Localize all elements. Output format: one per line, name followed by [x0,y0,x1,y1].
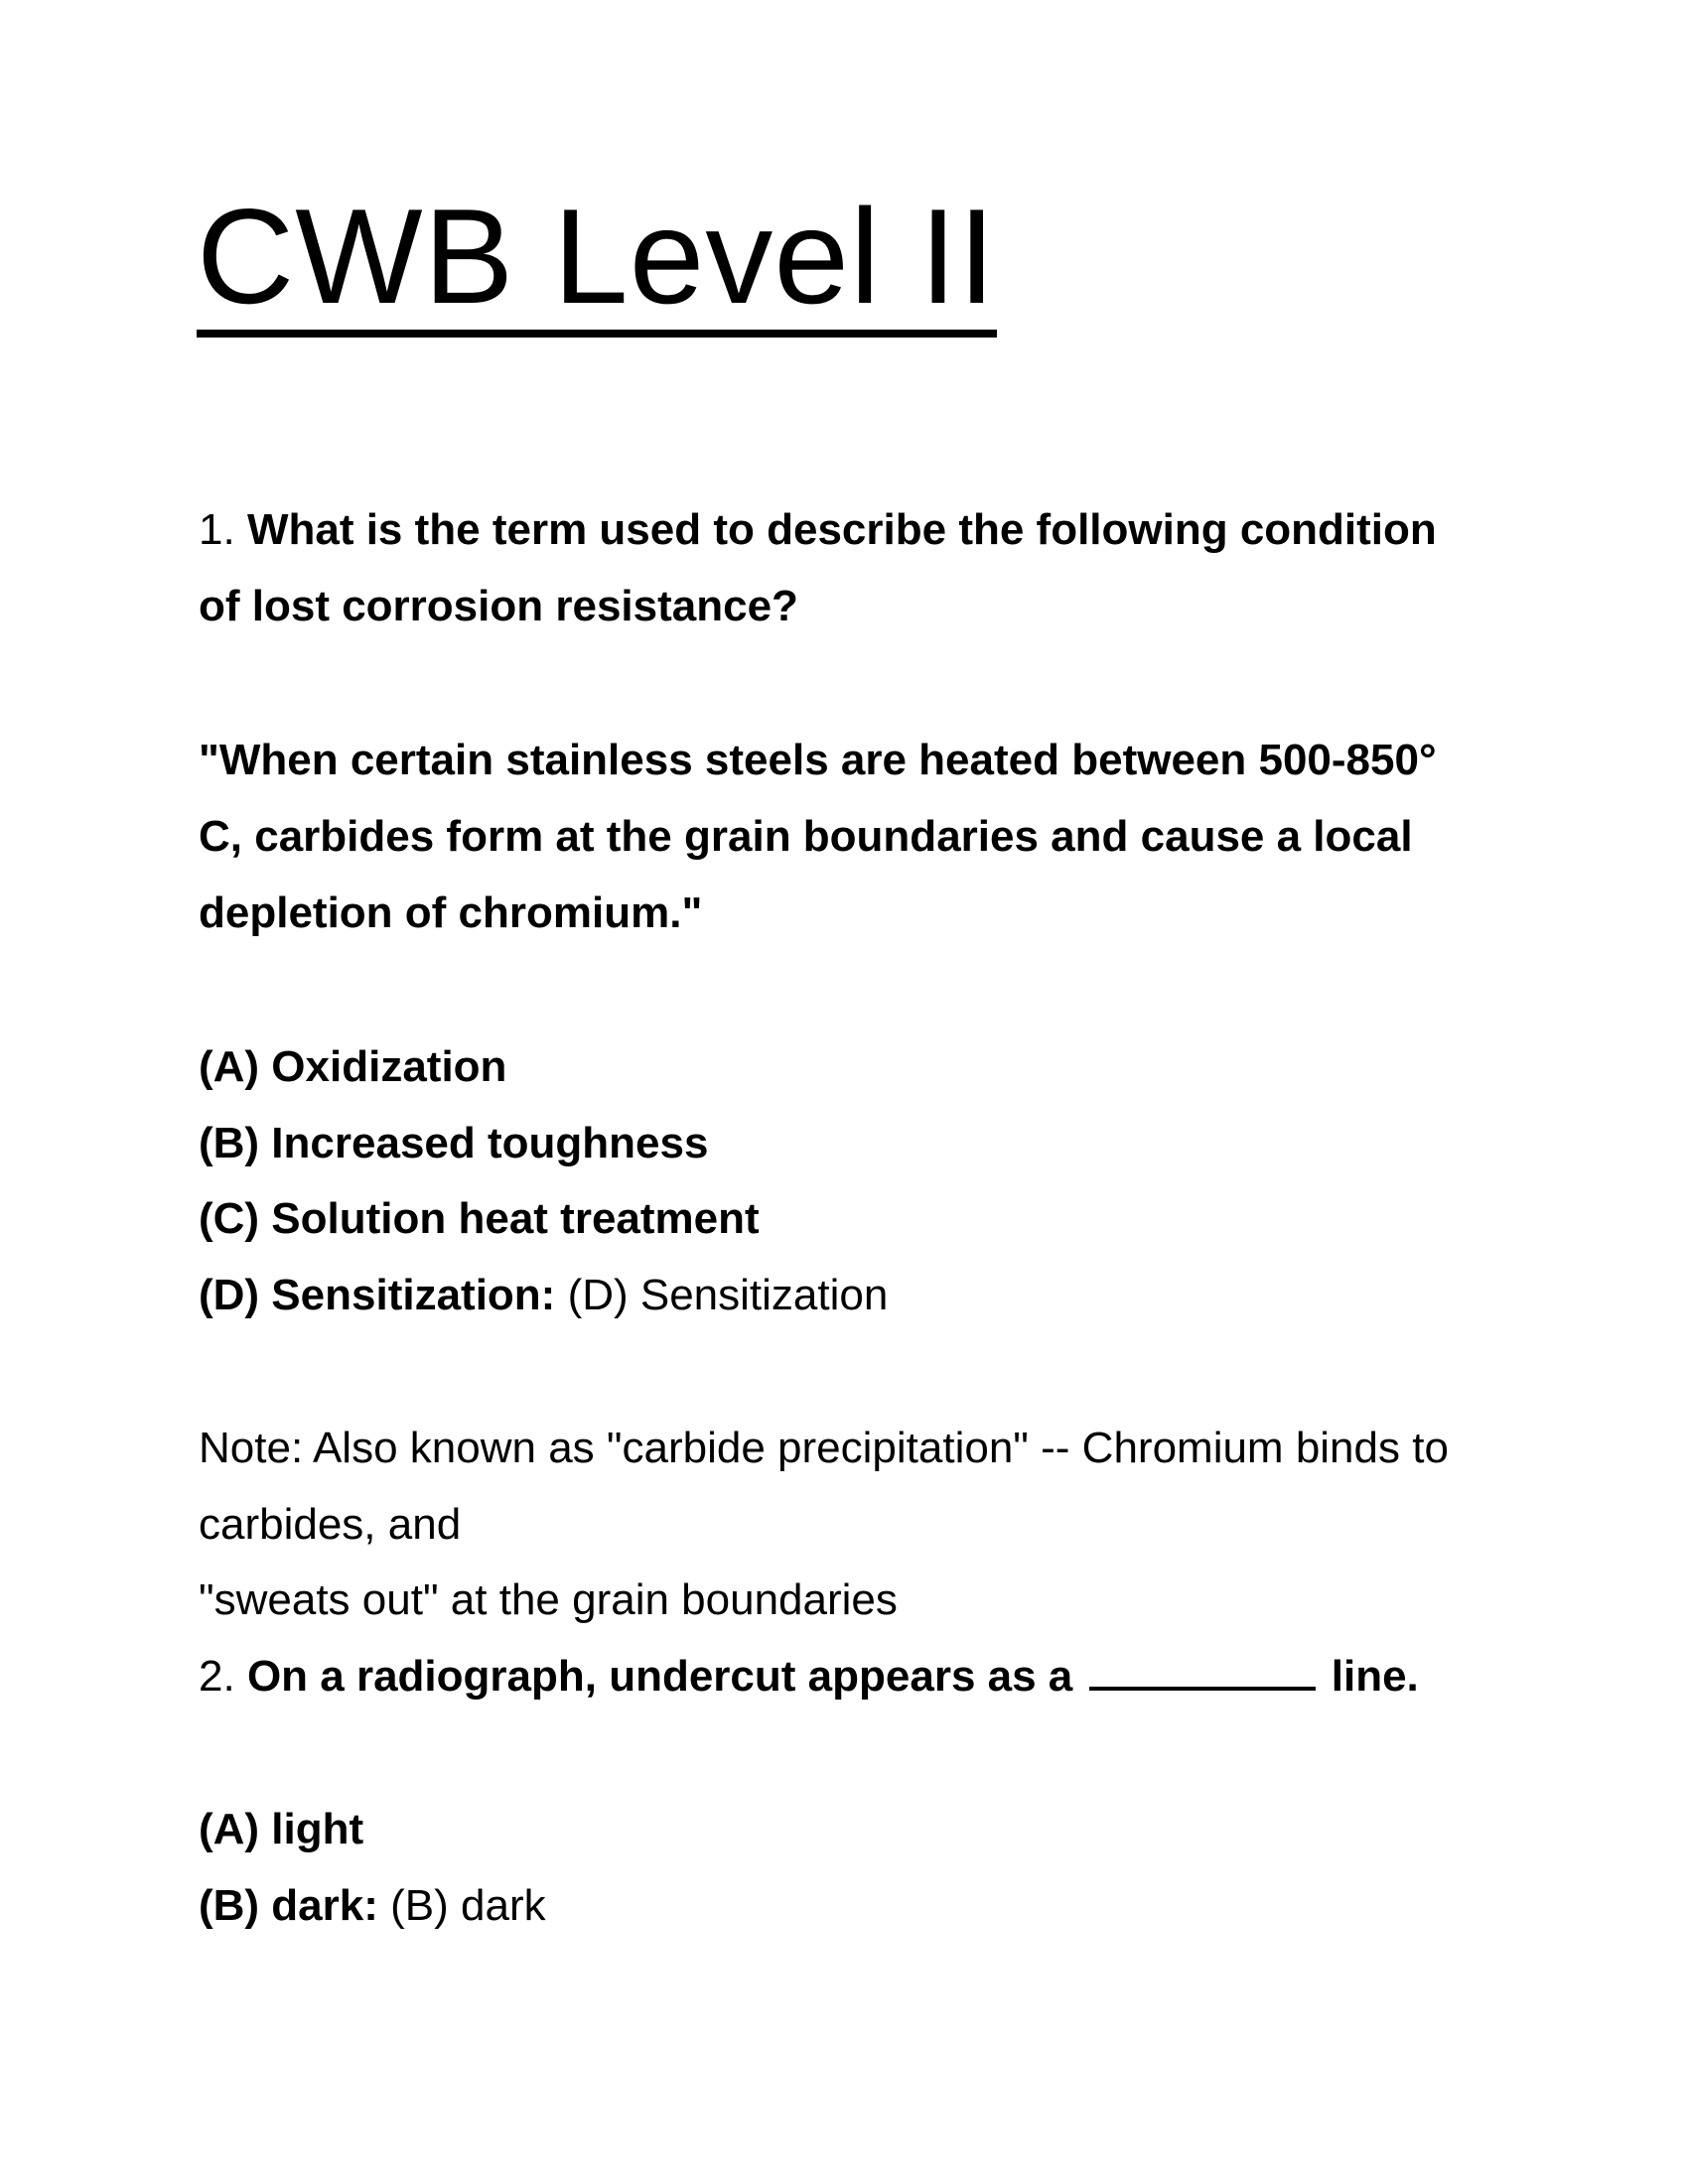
question-2-answer: (B) dark [390,1881,546,1930]
question-1-note-line-3: "sweats out" at the grain boundaries [199,1575,898,1624]
question-1-option-a: (A) Oxidization [199,1042,507,1091]
question-2-option-b-label: (B) dark: [199,1881,378,1930]
question-2-number: 2. [199,1652,235,1701]
page-title: CWB Level II [197,189,997,338]
question-2-prompt-before: On a radiograph, undercut appears as a [246,1652,1073,1701]
question-2-option-a: (A) light [199,1805,364,1853]
question-1-prompt-line-2: of lost corrosion resistance? [199,582,798,630]
fill-in-blank [1089,1687,1316,1691]
question-1-prompt-line-1 [199,505,1437,554]
question-1-option-d-label: (D) Sensitization: [199,1271,556,1319]
question-1-answer: (D) Sensitization [567,1271,889,1319]
question-2-prompt [199,1652,1419,1701]
question-1-quote-line-3: depletion of chromium." [199,888,703,937]
question-1-number: 1. [199,505,235,554]
question-1-option-c: (C) Solution heat treatment [199,1194,760,1243]
question-1-quote-line-1: "When certain stainless steels are heated between 500-850° [199,736,1437,784]
question-1-note-line-1: Note: Also known as "carbide precipitation" -- Chromium binds to [199,1424,1449,1472]
question-1-note-line-2: carbides, and [199,1500,462,1549]
question-1-option-d [199,1271,889,1319]
question-1-prompt: What is the term used to describe the following condition [246,505,1437,554]
question-2-prompt-after: line. [1331,1652,1419,1701]
question-1-option-b: (B) Increased toughness [199,1119,709,1167]
question-1-quote-line-2: C, carbides form at the grain boundaries and cause a local [199,812,1413,861]
question-2-option-b [199,1881,546,1930]
